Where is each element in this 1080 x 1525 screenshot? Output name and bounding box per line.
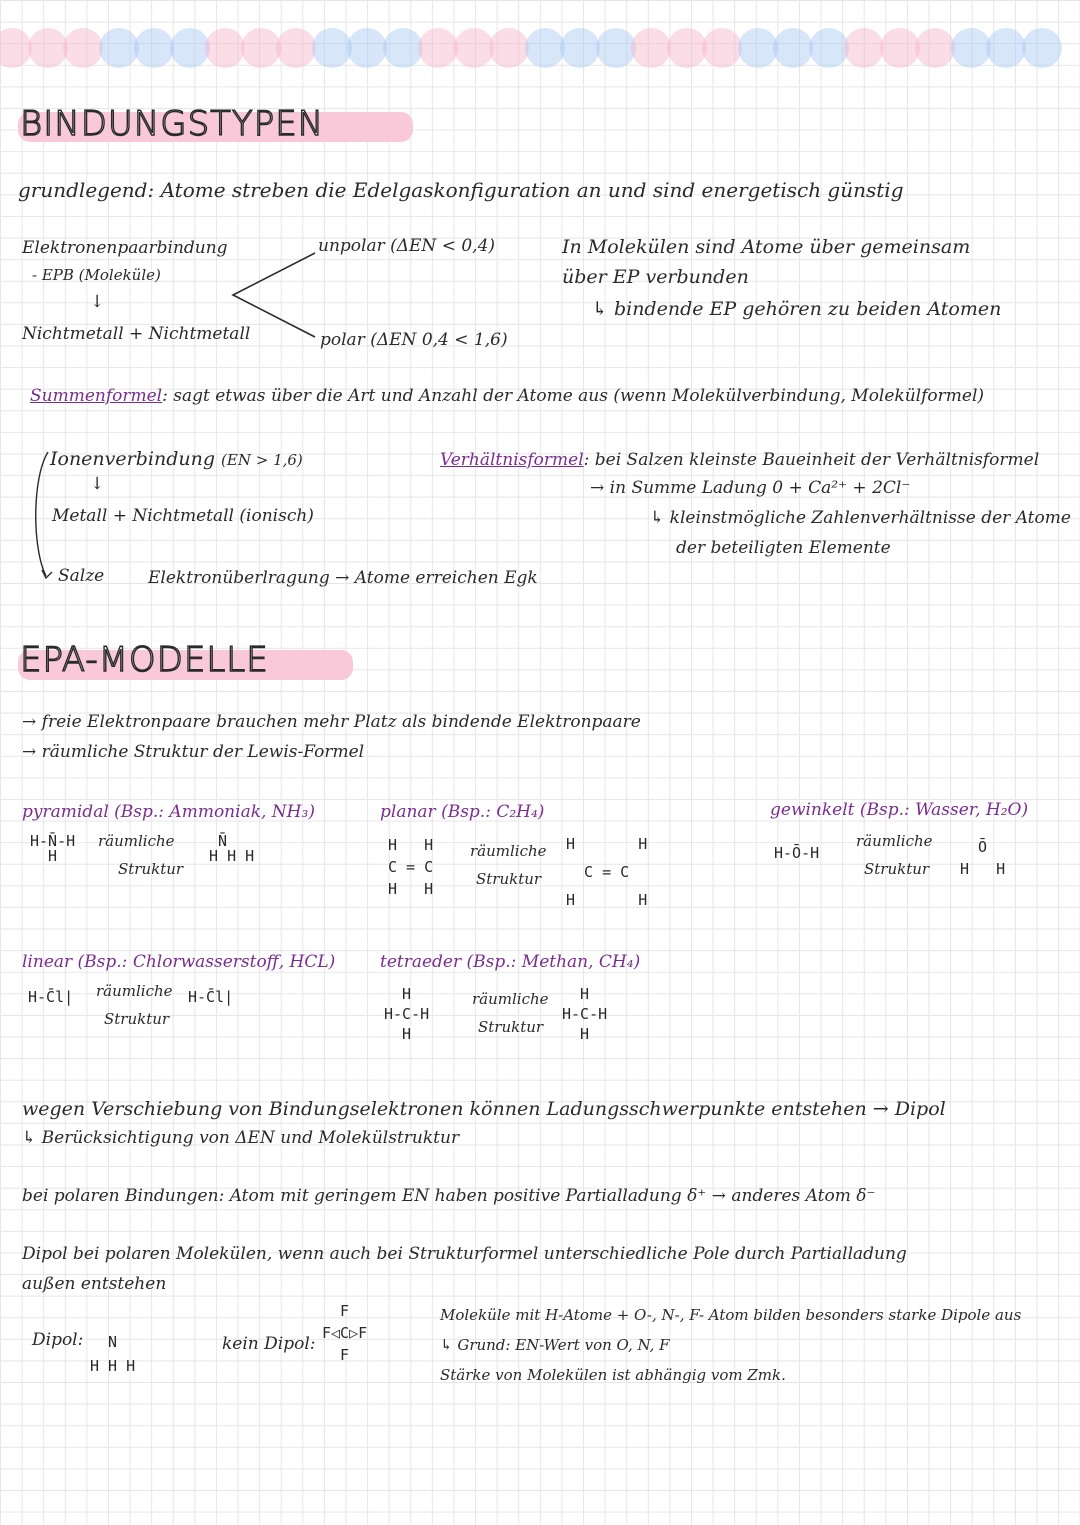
decorative-dot: [241, 28, 281, 68]
decorative-dot: [915, 28, 955, 68]
decorative-dot: [205, 28, 245, 68]
elektron-text: Elektronüberlragung → Atome erreichen Egk: [148, 568, 538, 588]
decorative-dot: [738, 28, 778, 68]
decorative-dot: [63, 28, 103, 68]
decorative-dot: [773, 28, 813, 68]
dipol-line-1: wegen Verschiebung von Bindungselektronen können Ladungsschwerpunkte entstehen → Dipol: [22, 1098, 946, 1120]
molekuel-line-3: ↳ bindende EP gehören zu beiden Atomen: [592, 298, 1002, 320]
decorative-dot: [418, 28, 458, 68]
linear-struktur: Struktur: [104, 1010, 170, 1028]
decorative-dot: [986, 28, 1026, 68]
hcl-space: H-C̄l|: [188, 988, 234, 1006]
ionen-label: Ionenverbindung: [50, 448, 215, 470]
epa-line-1: → freie Elektronpaare brauchen mehr Platz als bindende Elektronpaare: [22, 712, 641, 732]
decorative-dot: [28, 28, 68, 68]
pyramidal-title: pyramidal (Bsp.: Ammoniak, NH₃): [22, 802, 315, 822]
dipol-line-4: Dipol bei polaren Molekülen, wenn auch bei Strukturformel unterschiedliche Pole durch Partialladung: [22, 1244, 907, 1264]
dipol-label: Dipol:: [32, 1330, 84, 1350]
h2o-lewis: H-Ō-H: [774, 844, 820, 862]
ionen-line-2: Metall + Nichtmetall (ionisch): [52, 506, 314, 526]
ionen-arrow: ↓: [90, 474, 105, 494]
nh3-space: N̄ H H H: [209, 832, 255, 865]
molekuele-line-2: ↳ Grund: EN-Wert von O, N, F: [440, 1336, 670, 1354]
verhaeltnis-line-2: → in Summe Ladung 0 + Ca²⁺ + 2Cl⁻: [590, 478, 911, 498]
dipol-line-3: bei polaren Bindungen: Atom mit geringem EN haben positive Partialladung δ⁺ → anderes Atom δ⁻: [22, 1186, 876, 1206]
decorative-dot: [844, 28, 884, 68]
arrow-down: ↓: [90, 292, 105, 312]
epb-line-2: - EPB (Moleküle): [32, 266, 161, 284]
decorative-dot: [702, 28, 742, 68]
summenformel-line: [30, 386, 984, 406]
decorative-dot: [525, 28, 565, 68]
ionen-line-1: [50, 448, 303, 470]
h2o-space: Ō H H: [960, 838, 1006, 878]
nh3-lewis: H-N̄-H H: [30, 832, 76, 865]
decorative-dot: [560, 28, 600, 68]
planar-title: planar (Bsp.: C₂H₄): [380, 802, 545, 822]
dipol-line-2: ↳ Berücksichtigung von ΔEN und Molekülstruktur: [22, 1128, 460, 1148]
tetraeder-raeumliche: räumliche: [472, 990, 549, 1008]
planar-struktur: Struktur: [476, 870, 542, 888]
gewinkelt-title: gewinkelt (Bsp.: Wasser, H₂O): [770, 800, 1029, 820]
grundlegend-text: grundlegend: Atome streben die Edelgaskonfiguration an und sind energetisch günstig: [18, 178, 904, 202]
linear-raeumliche: räumliche: [96, 982, 173, 1000]
pyramidal-struktur: Struktur: [118, 860, 184, 878]
decorative-dot: [489, 28, 529, 68]
molekuele-line-3: Stärke von Molekülen ist abhängig vom Zmk.: [440, 1366, 786, 1384]
kein-dipol-label: kein Dipol:: [222, 1334, 316, 1354]
decorative-dot: [951, 28, 991, 68]
decorative-dot: [667, 28, 707, 68]
gewinkelt-raeumliche: räumliche: [856, 832, 933, 850]
molekuel-line-1: In Molekülen sind Atome über gemeinsam: [562, 236, 971, 258]
decorative-dot: [880, 28, 920, 68]
salze-text: Salze: [58, 566, 105, 586]
verhaeltnis-line-4: der beteiligten Elemente: [676, 538, 891, 558]
decorative-dot-strip: [0, 28, 1080, 68]
decorative-dot: [170, 28, 210, 68]
polar-text: polar (ΔEN 0,4 < 1,6): [320, 330, 508, 350]
summenformel-text: : sagt etwas über die Art und Anzahl der Atome aus (wenn Molekülverbindung, Molekülformel): [162, 386, 985, 406]
decorative-dot: [134, 28, 174, 68]
planar-raeumliche: räumliche: [470, 842, 547, 860]
decorative-dot: [276, 28, 316, 68]
verhaeltnis-label: Verhältnisformel: [440, 450, 584, 470]
dipol-line-5: außen entstehen: [22, 1274, 167, 1294]
decorative-dot: [809, 28, 849, 68]
kein-dipol-cf4: F F◁C▷F F: [322, 1302, 368, 1364]
pyramidal-raeumliche: räumliche: [98, 832, 175, 850]
molekuel-line-2: über EP verbunden: [562, 266, 749, 288]
gewinkelt-struktur: Struktur: [864, 860, 930, 878]
section-title-epa: EPA-MODELLE: [20, 640, 269, 680]
verhaeltnis-text: : bei Salzen kleinste Baueinheit der Verhältnisformel: [583, 450, 1040, 470]
c2h4-lewis: H H C = C H H: [388, 836, 434, 898]
branch-bracket: [225, 245, 325, 345]
ch4-space: H H-C-H H: [562, 985, 608, 1043]
ch4-lewis: H H-C-H H: [384, 985, 430, 1043]
molekuele-line-1: Moleküle mit H-Atome + O-, N-, F- Atom bilden besonders starke Dipole aus: [440, 1306, 1022, 1324]
verhaeltnis-line-3: ↳ kleinstmögliche Zahlenverhältnisse der Atome: [650, 508, 1071, 528]
decorative-dot: [631, 28, 671, 68]
tetraeder-struktur: Struktur: [478, 1018, 544, 1036]
decorative-dot: [454, 28, 494, 68]
summenformel-label: Summenformel: [30, 386, 163, 406]
decorative-dot: [596, 28, 636, 68]
epb-line-1: Elektronenpaarbindung: [22, 238, 228, 258]
dipol-nh3: N H H H: [90, 1333, 136, 1375]
linear-title: linear (Bsp.: Chlorwasserstoff, HCL): [22, 952, 336, 972]
epa-line-2: → räumliche Struktur der Lewis-Formel: [22, 742, 365, 762]
unpolar-text: unpolar (ΔEN < 0,4): [318, 236, 496, 256]
tetraeder-title: tetraeder (Bsp.: Methan, CH₄): [380, 952, 641, 972]
decorative-dot: [312, 28, 352, 68]
section-title-bindungstypen: BINDUNGSTYPEN: [20, 104, 325, 144]
c2h4-space: H H C = C H H: [566, 835, 648, 909]
decorative-dot: [1022, 28, 1062, 68]
decorative-dot: [347, 28, 387, 68]
verhaeltnis-line-1: [440, 450, 1039, 470]
decorative-dot: [383, 28, 423, 68]
ionen-en: (EN > 1,6): [221, 451, 303, 469]
hcl-lewis: H-C̄l|: [28, 988, 74, 1006]
decorative-dot: [99, 28, 139, 68]
epb-line-3: Nichtmetall + Nichtmetall: [22, 324, 251, 344]
